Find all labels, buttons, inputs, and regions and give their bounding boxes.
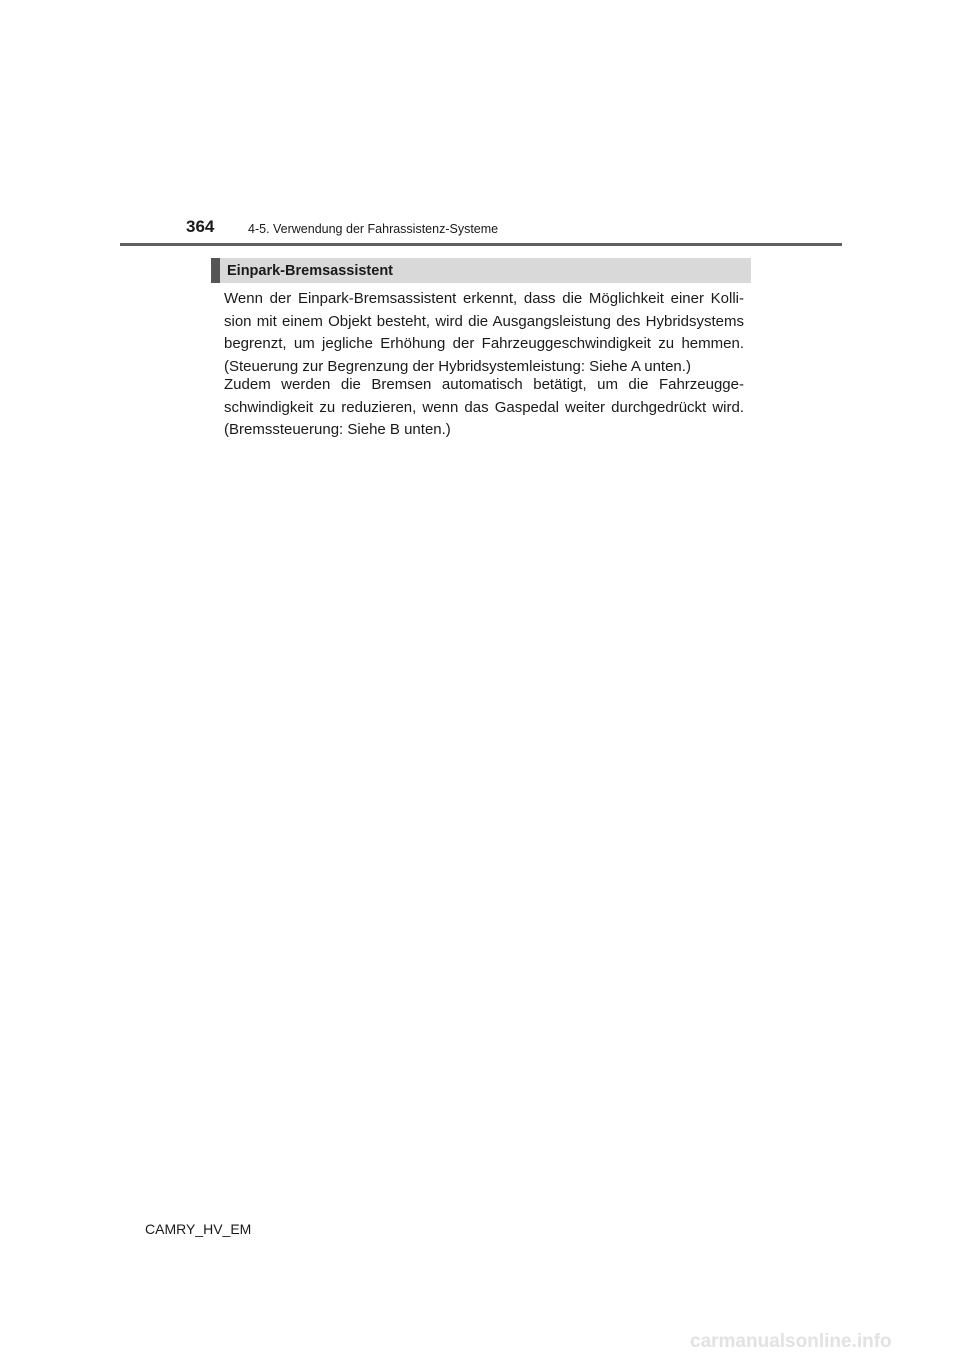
body-paragraph-1: Wenn der Einpark-Bremsassistent erkennt, dass die Möglichkeit einer Kolli-sion mit einem Objekt besteht, wird die Ausgangsleistung des Hybridsystems begrenzt, um jegliche Erhöhung der Fahrzeuggeschwindigkeit zu hemmen. (Steuerung zur Begrenzung der Hybridsystemleistung: Siehe A unten.): [224, 290, 744, 375]
watermark-link[interactable]: carmanualsonline.info: [690, 1331, 892, 1352]
footer-document-id: CAMRY_HV_EM: [145, 1221, 252, 1237]
chapter-title: 4-5. Verwendung der Fahrassistenz-Systeme: [248, 222, 499, 236]
page-number: 364: [186, 217, 215, 236]
header-rule: [120, 243, 842, 246]
body-paragraph-2: Zudem werden die Bremsen automatisch betätigt, um die Fahrzeugge-schwindigkeit zu reduzieren, wenn das Gaspedal weiter durchgedrückt wird. (Bremssteuerung: Siehe B unten.): [224, 376, 744, 438]
section-heading: [211, 258, 751, 283]
section-heading-text: Einpark-Bremsassistent: [227, 262, 394, 279]
